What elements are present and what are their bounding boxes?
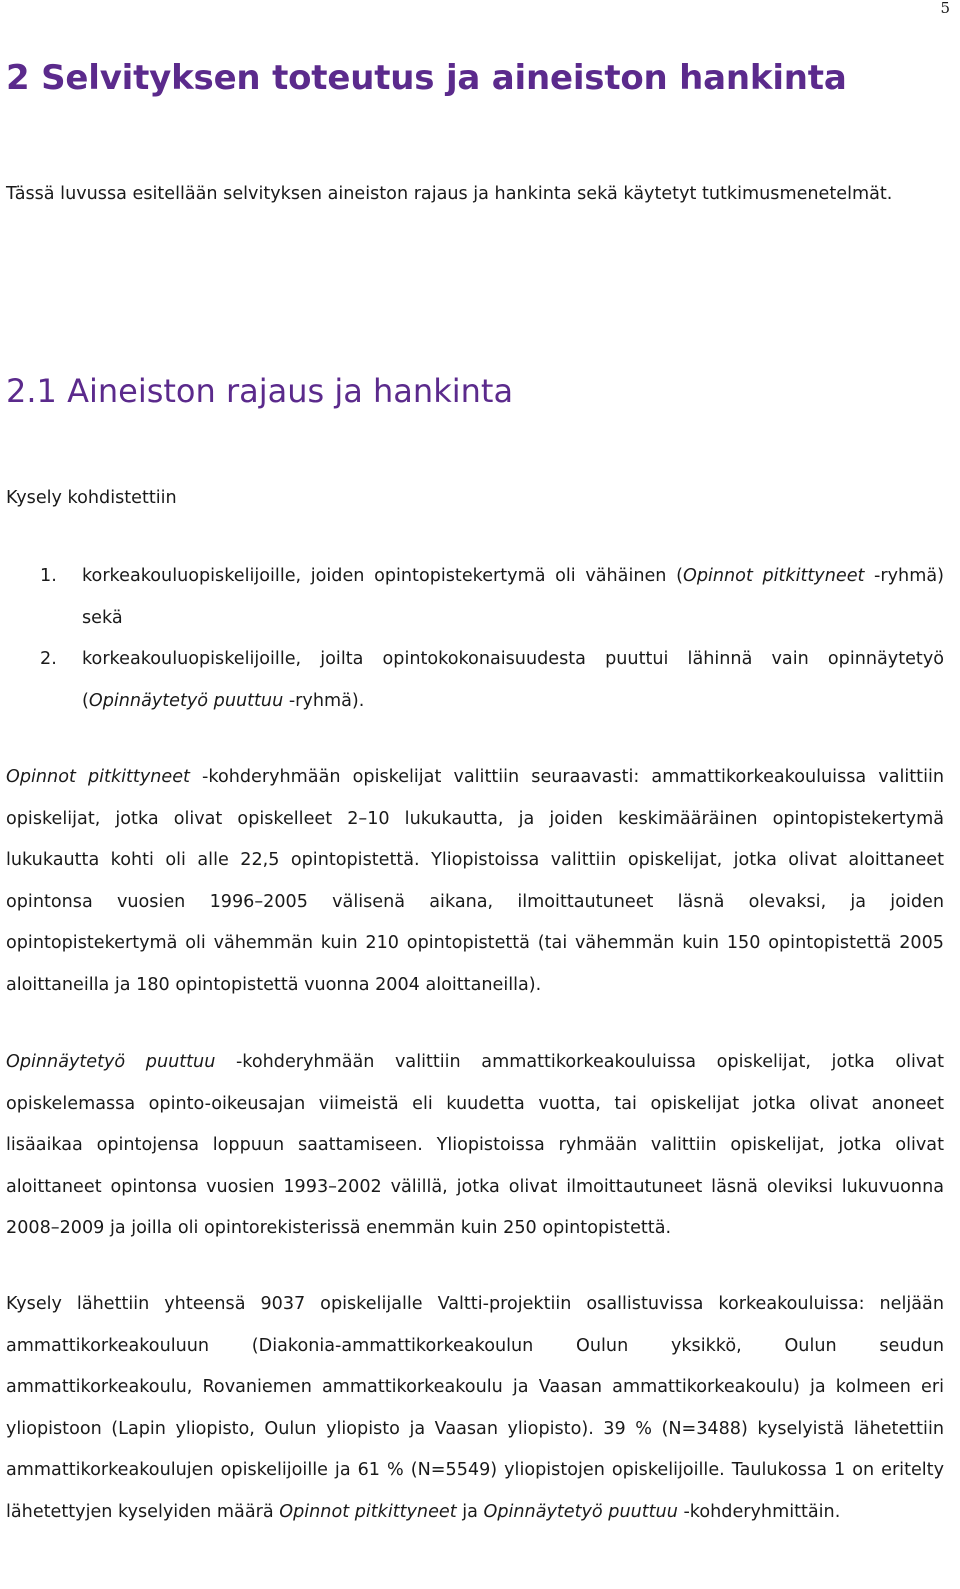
list-item xyxy=(6,556,944,639)
list-item-text-end: -ryhmä). xyxy=(283,690,365,711)
list-item-text: korkeakouluopiskelijoille, joiden opintopistekertymä oli vähäinen ( xyxy=(82,566,683,586)
paragraph-opinnot-pitkittyneet xyxy=(6,757,944,1006)
target-group-list xyxy=(6,556,944,722)
list-item-group-name: Opinnot pitkittyneet xyxy=(682,566,865,586)
group-name: Opinnot pitkittyneet xyxy=(279,1501,457,1522)
page-number: 5 xyxy=(940,0,950,17)
list-item-text: korkeakouluopiskelijoille, joilta opintokokonaisuudesta puuttui lähinnä vain opinnäytetyö ( xyxy=(82,649,944,711)
section-heading: 2.1 Aineiston rajaus ja hankinta xyxy=(6,372,514,410)
group-name: Opinnäytetyö puuttuu xyxy=(6,1052,216,1072)
group-name: Opinnot pitkittyneet xyxy=(6,767,190,787)
list-item xyxy=(6,639,944,722)
intro-paragraph: Tässä luvussa esitellään selvityksen aineiston rajaus ja hankinta sekä käytetyt tutkimusmenetelmät. xyxy=(6,184,893,204)
paragraph-survey-distribution xyxy=(6,1284,944,1533)
list-item-number: 2. xyxy=(40,649,57,669)
group-name: Opinnäytetyö puuttuu xyxy=(483,1501,678,1522)
paragraph-text-connector: ja xyxy=(456,1501,484,1522)
chapter-heading: 2 Selvityksen toteutus ja aineiston hankinta xyxy=(6,58,847,98)
paragraph-text: -kohderyhmään valittiin ammattikorkeakouluissa opiskelijat, jotka olivat opiskelemassa opinto-oikeusajan viimeistä eli kuudetta vuotta, tai opiskelijat jotka olivat anoneet lisäaikaa opintojensa loppuun saattamiseen. Yliopistoissa ryhmään valittiin opiskelijat, jotka olivat aloittaneet opintonsa vuosien 1993–2002 välillä, jotka olivat ilmoittautuneet läsnä oleviksi lukuvuonna 2008–2009 ja joilla oli opintorekisterissä enemmän kuin 250 opintopistettä. xyxy=(6,1052,944,1238)
lead-paragraph: Kysely kohdistettiin xyxy=(6,488,177,508)
list-item-text-end: -ryhmä) sekä xyxy=(82,566,944,628)
paragraph-opinnaytetyo-puuttuu xyxy=(6,1042,944,1250)
paragraph-text: Kysely lähettiin yhteensä 9037 opiskelijalle Valtti-projektiin osallistuvissa korkeakouluissa: neljään ammattikorkeakouluun (Diakonia-ammattikorkeakoulun Oulun yksikkö, Oulun seudun ammattikorkeakoulu, Rovaniemen ammattikorkeakoulu ja Vaasan ammattikorkeakoulu) ja kolmeen eri yliopistoon (Lapin yliopisto, Oulun yliopisto ja Vaasan yliopisto). 39 % (N=3488) kyselyistä lähetettiin ammattikorkeakoulujen opiskelijoille ja 61 % (N=5549) yliopistojen opiskelijoille. Taulukossa 1 on eritelty lähetettyjen kyselyiden määrä xyxy=(6,1294,944,1522)
paragraph-text: -kohderyhmään opiskelijat valittiin seuraavasti: ammattikorkeakouluissa valittiin opiskelijat, jotka olivat opiskelleet 2–10 lukukautta, ja joiden keskimääräinen opintopistekertymä lukukautta kohti oli alle 22,5 opintopistettä. Yliopistoissa valittiin opiskelijat, jotka olivat aloittaneet opintonsa vuosien 1996–2005 välisenä aikana, ilmoittautuneet läsnä olevaksi, ja joiden opintopistekertymä oli vähemmän kuin 210 opintopistettä (tai vähemmän kuin 150 opintopistettä 2005 aloittaneilla ja 180 opintopistettä vuonna 2004 aloittaneilla). xyxy=(6,767,944,995)
list-item-number: 1. xyxy=(40,566,57,586)
paragraph-text-end: -kohderyhmittäin. xyxy=(677,1501,841,1522)
list-item-group-name: Opinnäytetyö puuttuu xyxy=(88,690,284,711)
